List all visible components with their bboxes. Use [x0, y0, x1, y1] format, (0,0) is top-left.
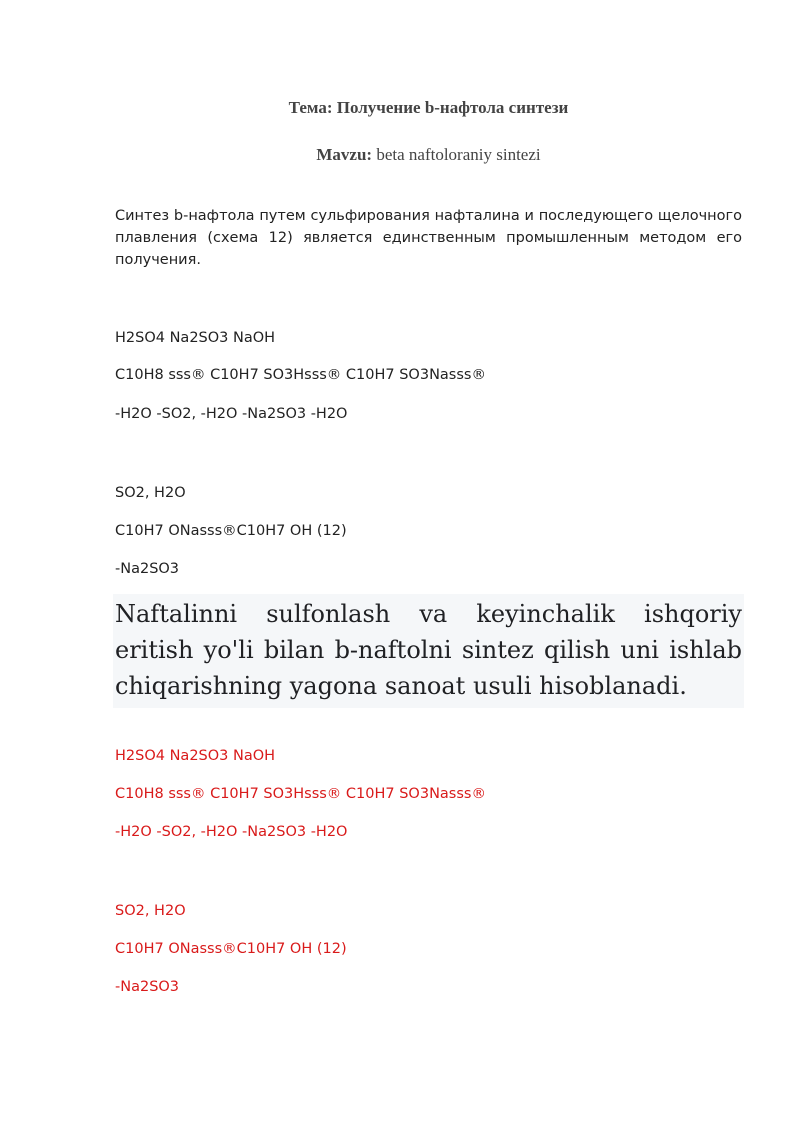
scheme-line-red: -Na2SO3: [115, 979, 180, 995]
scheme-line: SO2, H2O: [115, 485, 186, 501]
document-subtitle: [0, 145, 800, 165]
title-label: Тема:: [288, 98, 333, 117]
scheme-line-red: C10H8 sss® C10H7 SO3Hsss® C10H7 SO3Nasss®: [115, 786, 486, 802]
scheme-line-red: SO2, H2O: [115, 903, 186, 919]
subtitle-text: beta naftoloraniy sintezi: [376, 145, 541, 164]
subtitle-label: Mavzu:: [316, 145, 373, 164]
scheme-line: C10H8 sss® C10H7 SO3Hsss® C10H7 SO3Nasss®: [115, 367, 486, 383]
scheme-line: C10H7 ONasss®C10H7 OH (12): [115, 523, 347, 539]
title-text: Получение b-нафтола синтези: [336, 98, 569, 117]
paragraph-uzbek: Naftalinni sulfonlash va keyinchalik ishqoriy eritish yo'li bilan b-naftolni sintez qilish uni ishlab chiqarishning yagona sanoat usuli hisoblanadi.: [115, 600, 742, 700]
scheme-line-red: C10H7 ONasss®C10H7 OH (12): [115, 941, 347, 957]
scheme-line: H2SO4 Na2SO3 NaOH: [115, 330, 276, 346]
paragraph-russian: Синтез b-нафтола путем сульфирования нафталина и последующего щелочного плавления (схема 12) является единственным промышленным методом его получения.: [115, 208, 742, 268]
scheme-line-red: -H2O -SO2, -H2O -Na2SO3 -H2O: [115, 824, 348, 840]
document-title: [0, 98, 800, 118]
scheme-line-red: H2SO4 Na2SO3 NaOH: [115, 748, 276, 764]
scheme-line: -H2O -SO2, -H2O -Na2SO3 -H2O: [115, 406, 348, 422]
scheme-line: -Na2SO3: [115, 561, 180, 577]
